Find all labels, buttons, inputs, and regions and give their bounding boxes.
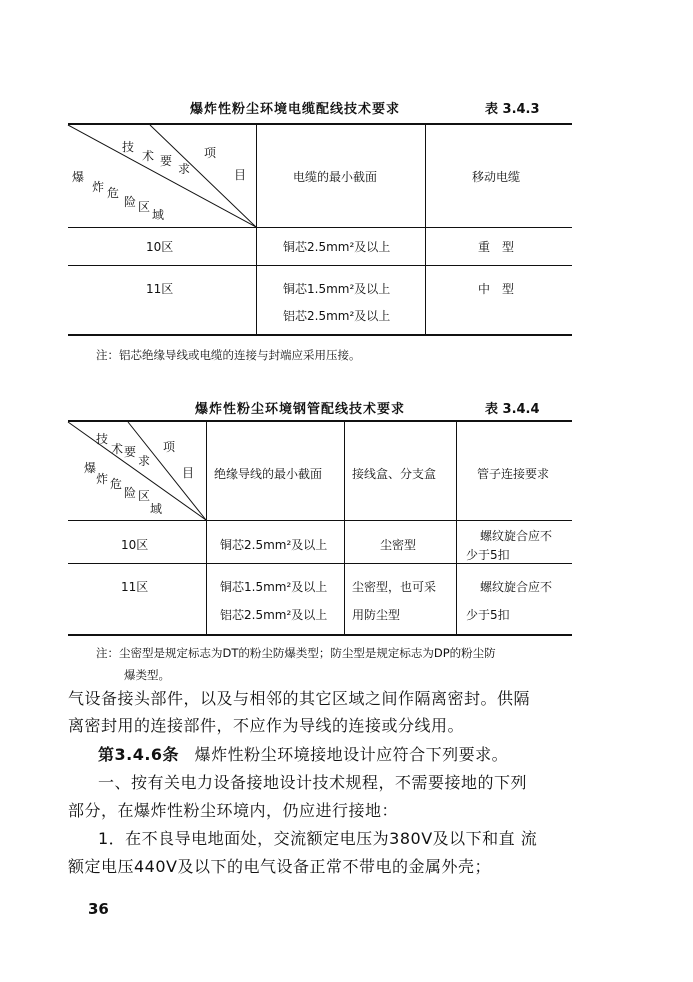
table2-corner-char: 项	[163, 440, 176, 454]
table1-note: 注：铝芯绝缘导线或电缆的连接与封端应采用压接。	[96, 348, 361, 362]
table1-mobile: 中 型	[478, 282, 515, 296]
body-line: 额定电压440V及以下的电气设备正常不带电的金属外壳；	[68, 857, 491, 876]
table2-box: 用防尘型	[352, 608, 401, 622]
table2-corner-char: 术	[111, 442, 124, 456]
table1-corner-char: 区	[138, 200, 151, 214]
table1-corner-char: 目	[234, 168, 247, 182]
table2-corner-char: 要	[124, 445, 137, 459]
table2-pipe: 少于5扣	[466, 548, 510, 562]
table1-title: 爆炸性粉尘环境电缆配线技术要求	[190, 102, 401, 117]
table1-corner-char: 爆	[72, 170, 85, 184]
table1-mobile: 重 型	[478, 240, 515, 254]
table2-corner-char: 爆	[84, 461, 97, 475]
table2-note: 爆类型。	[124, 668, 170, 682]
table1-corner-char: 危	[107, 186, 120, 200]
table2-pipe: 少于5扣	[466, 608, 510, 622]
table1-section: 铜芯1.5mm²及以上	[283, 282, 391, 296]
table2-note: 注：尘密型是规定标志为DT的粉尘防爆类型；防尘型是规定标志为DP的粉尘防	[96, 646, 496, 660]
table1-zone: 10区	[146, 240, 174, 254]
body-line: 部分，在爆炸性粉尘环境内，仍应进行接地：	[68, 801, 399, 820]
article-number: 第3.4.6条	[98, 745, 180, 764]
article-heading	[98, 742, 508, 765]
table2-corner-char: 目	[182, 466, 195, 480]
table1-corner-char: 要	[160, 154, 173, 168]
table1-corner-char: 项	[204, 146, 217, 160]
table2-title: 爆炸性粉尘环境钢管配线技术要求	[195, 402, 406, 417]
table1-number: 表 3.4.3	[485, 102, 540, 117]
table1-corner-char: 炸	[92, 180, 105, 194]
table2-number: 表 3.4.4	[485, 402, 540, 417]
table2-box: 尘密型，也可采	[352, 580, 437, 594]
page-number: 36	[88, 900, 109, 918]
table1-corner-char: 技	[122, 140, 135, 154]
table1-section: 铜芯2.5mm²及以上	[283, 240, 391, 254]
body-line: 离密封用的连接部件，不应作为导线的连接或分线用。	[68, 716, 465, 735]
table2-corner-char: 危	[110, 477, 123, 491]
body-line: 一、按有关电力设备接地设计技术规程，不需要接地的下列	[98, 773, 528, 792]
table1-corner-char: 域	[152, 208, 165, 222]
table2-corner-char: 险	[124, 486, 137, 500]
table2-header-section: 绝缘导线的最小截面	[214, 467, 323, 481]
table2-box: 尘密型	[380, 538, 417, 552]
table2-corner-char: 炸	[96, 472, 109, 486]
table2-section: 铜芯2.5mm²及以上	[220, 538, 328, 552]
article-text: 爆炸性粉尘环境接地设计应符合下列要求。	[194, 745, 509, 764]
table2-pipe: 螺纹旋合应不	[480, 529, 553, 543]
table1-header-section: 电缆的最小截面	[293, 170, 378, 184]
table1-zone: 11区	[146, 282, 174, 296]
body-line: 1．在不良导电地面处，交流额定电压为380V及以下和直 流	[98, 829, 538, 848]
table2-header-pipe: 管子连接要求	[477, 467, 550, 481]
table1-header-mobile: 移动电缆	[472, 170, 521, 184]
table2-corner-char: 求	[138, 454, 151, 468]
table1-corner-char: 险	[124, 195, 137, 209]
table2-section: 铜芯1.5mm²及以上	[220, 580, 328, 594]
table2-corner-char: 技	[96, 432, 109, 446]
table1-corner-char: 求	[178, 162, 191, 176]
table2-header-box: 接线盒、分支盒	[352, 467, 437, 481]
table2-corner-char: 区	[138, 489, 151, 503]
table2-zone: 11区	[121, 580, 149, 594]
table2-corner-char: 域	[150, 502, 163, 516]
table2-zone: 10区	[121, 538, 149, 552]
body-line: 气设备接头部件，以及与相邻的其它区域之间作隔离密封。供隔	[68, 689, 531, 708]
table1-corner-char: 术	[142, 149, 155, 163]
table1-section: 铝芯2.5mm²及以上	[283, 309, 391, 323]
table2-section: 铝芯2.5mm²及以上	[220, 608, 328, 622]
table2-pipe: 螺纹旋合应不	[480, 580, 553, 594]
